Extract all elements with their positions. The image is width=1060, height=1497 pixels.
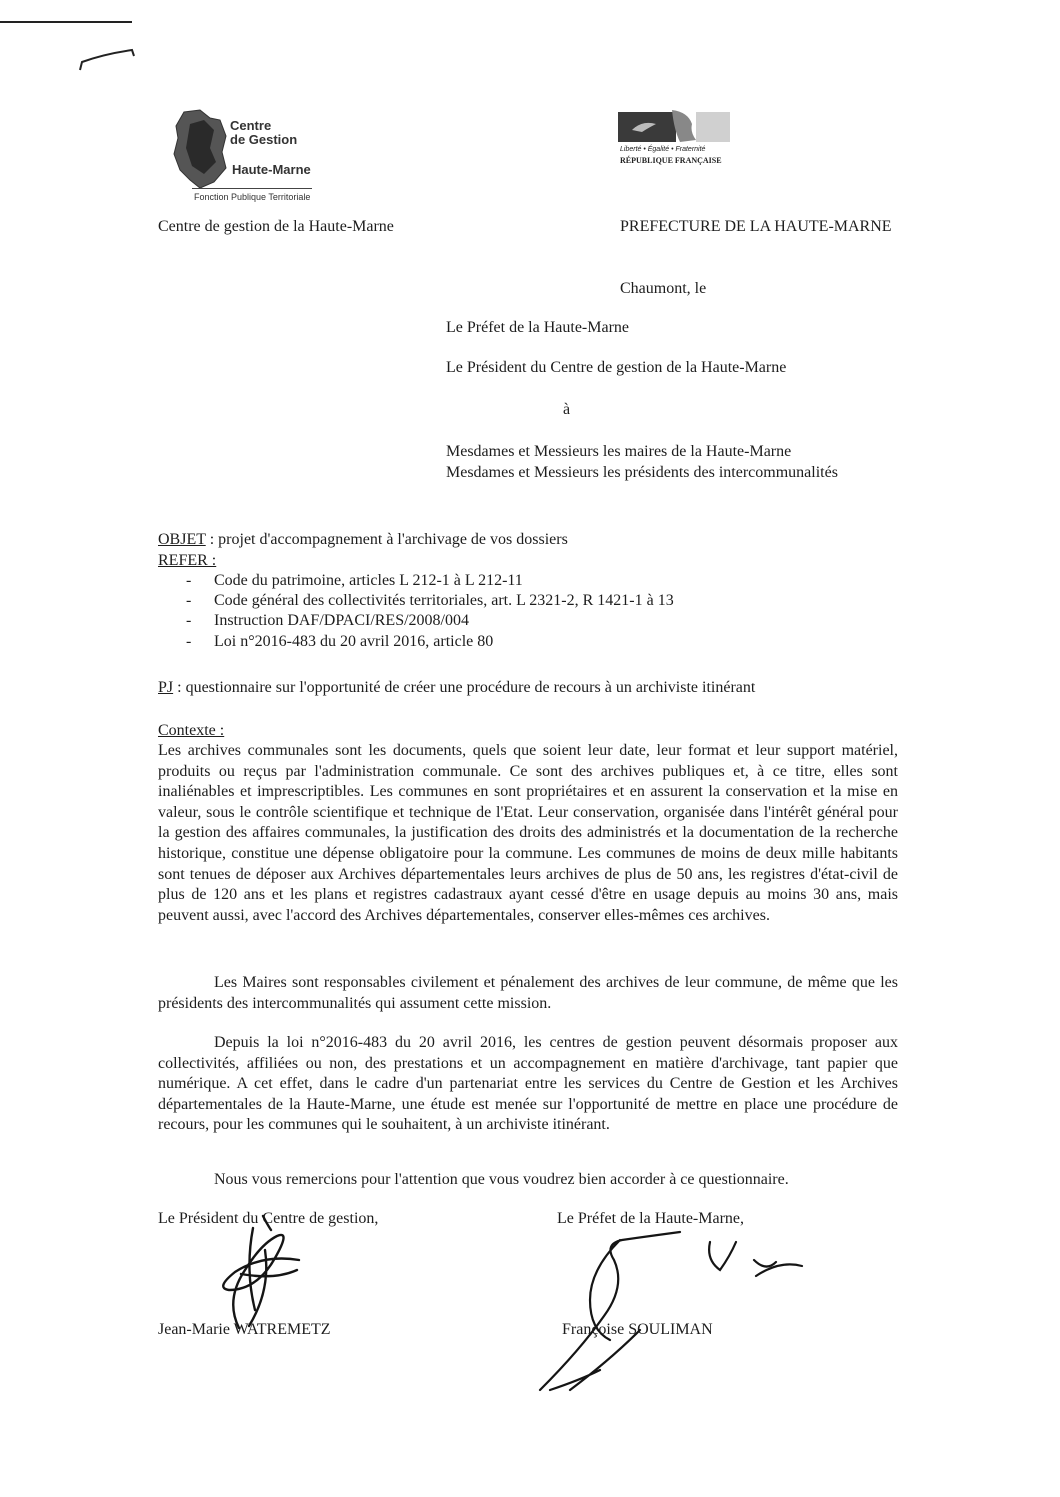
signature-left-scribble xyxy=(205,1210,325,1335)
contexte-paragraph: Les archives communales sont les documents, quels que soient leur date, leur format et leur support matériel, produits ou reçus par l'administration communale. Ce sont des archives publiques et, à ce titre, elles sont inaliénables et imprescriptibles. Les communes en sont propriétaires et en assurent la conservation et la mise en valeur, sous le contrôle scientifique et technique de l'Etat. Leur conservation, organisée dans l'intérêt général pour la gestion des affaires communales, la justification des droits des administrés et la documentation de la recherche historique, constitue une dépense obligatoire pour la commune. Les communes de moins de deux mille habitants sont tenues de déposer aux Archives départementales leurs archives de plus de 50 ans, les registres d'état-civil de plus de 120 ans et les plans et registres cadastraux ayant cessé d'être en usage depuis au moins 30 ans, mais peuvent aussi, avec l'accord des Archives départementales, conserver elles-mêmes ces archives. xyxy=(158,742,898,924)
signature-right-scribble xyxy=(530,1220,810,1400)
loi-paragraph: Depuis la loi n°2016-483 du 20 avril 2016, les centres de gestion peuvent désormais proposer aux collectivités, affiliées ou non, des prestations et un accompagnement en matière d'archivage, tant papier que numérique. A cet effet, dans le cadre d'un partenariat entre les services du Centre de Gestion et les Archives départementales de la Haute-Marne, une étude est menée sur l'opportunité de mettre en place une procédure de recours, pour les communes qui le souhaitent, à un archiviste itinérant. xyxy=(158,1034,898,1134)
right-org-name: PREFECTURE DE LA HAUTE-MARNE xyxy=(620,218,892,235)
signature-left-name: Jean-Marie WATREMETZ xyxy=(158,1321,331,1338)
maires-paragraph: Les Maires sont responsables civilement et pénalement des archives de leur commune, de même que les présidents des intercommunalités qui assument cette mission. xyxy=(158,974,898,1012)
recipient-maires: Mesdames et Messieurs les maires de la Haute-Marne xyxy=(446,443,792,460)
reference-item: - Loi n°2016-483 du 20 avril 2016, article 80 xyxy=(158,632,898,652)
objet-label: OBJET xyxy=(158,531,206,548)
cdg-logo-line1: Centre xyxy=(230,118,272,133)
pj-line xyxy=(158,677,755,698)
pj-label: PJ xyxy=(158,679,174,696)
refer-label: REFER : xyxy=(158,552,217,569)
marianne-icon xyxy=(618,110,730,144)
signature-right-name: Françoise SOULIMAN xyxy=(562,1321,713,1338)
scan-edge-line xyxy=(0,21,132,23)
reference-item: - Code du patrimoine, articles L 212-1 à L 212-11 xyxy=(158,571,898,591)
haute-marne-map-icon xyxy=(170,108,230,190)
recipient-presidents: Mesdames et Messieurs les présidents des intercommunalités xyxy=(446,464,838,481)
to-word: à xyxy=(563,401,571,418)
reference-item: - Instruction DAF/DPACI/RES/2008/004 xyxy=(158,611,898,631)
left-org-name: Centre de gestion de la Haute-Marne xyxy=(158,218,394,235)
pj-text: : questionnaire sur l'opportunité de créer une procédure de recours à un archiviste itinérant xyxy=(173,679,756,696)
marianne-republic: RÉPUBLIQUE FRANÇAISE xyxy=(620,156,722,165)
cdg-logo xyxy=(160,104,330,212)
marianne-logo xyxy=(618,110,730,168)
signature-left-title: Le Président du Centre de gestion, xyxy=(158,1210,379,1227)
signature-right-title: Le Préfet de la Haute-Marne, xyxy=(557,1210,745,1227)
remerciements-paragraph: Nous vous remercions pour l'attention que vous voudrez bien accorder à ce questionnaire. xyxy=(214,1171,789,1188)
contexte-label: Contexte : xyxy=(158,722,225,739)
cdg-logo-line2: de Gestion xyxy=(230,132,298,147)
cdg-logo-line3: Haute-Marne xyxy=(232,162,311,177)
place-date: Chaumont, le xyxy=(620,280,707,297)
references-list xyxy=(158,571,898,652)
scan-pen-mark xyxy=(74,44,140,74)
marianne-motto: Liberté • Égalité • Fraternité xyxy=(620,146,706,153)
cdg-logo-tagline: Fonction Publique Territoriale xyxy=(194,192,311,202)
sender-president: Le Président du Centre de gestion de la Haute-Marne xyxy=(446,359,787,376)
sender-prefet: Le Préfet de la Haute-Marne xyxy=(446,319,630,336)
reference-item: - Code général des collectivités territoriales, art. L 2321-2, R 1421-1 à 13 xyxy=(158,591,898,611)
cdg-logo-rule xyxy=(192,188,312,189)
objet-text: : projet d'accompagnement à l'archivage de vos dossiers xyxy=(205,531,568,548)
objet-line xyxy=(158,529,568,550)
